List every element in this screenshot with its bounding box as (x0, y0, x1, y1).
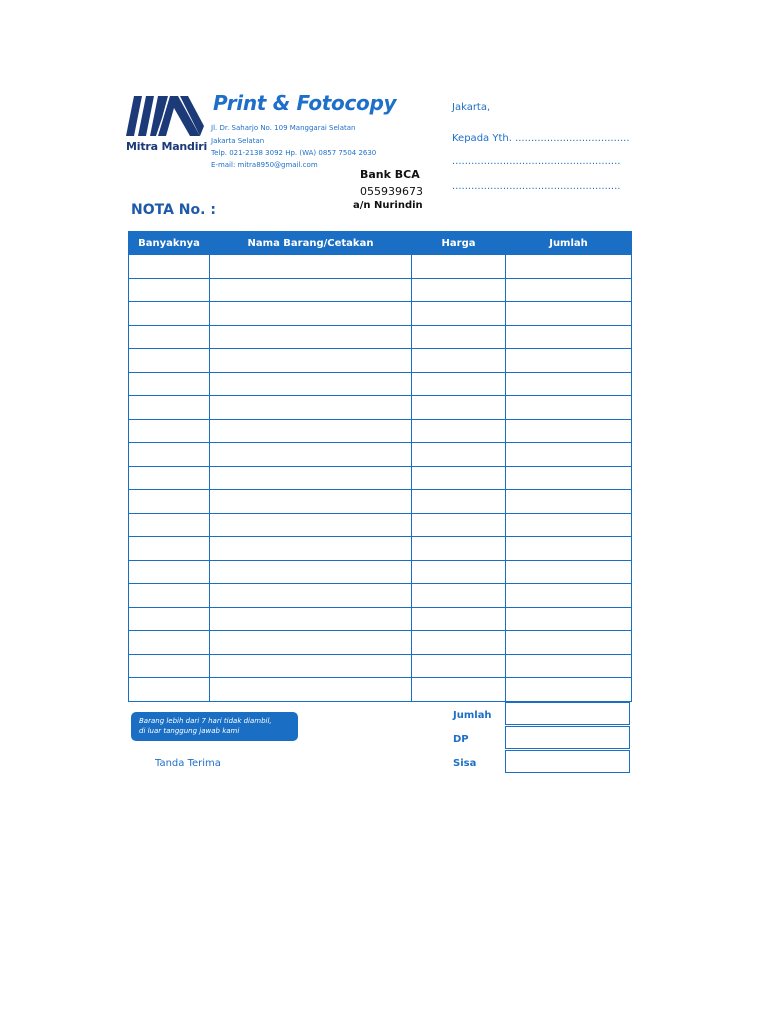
cell-banyaknya[interactable] (129, 349, 210, 373)
cell-banyaknya[interactable] (129, 678, 210, 702)
cell-jumlah[interactable] (506, 278, 632, 302)
cell-banyaknya[interactable] (129, 607, 210, 631)
cell-nama-barang[interactable] (210, 302, 412, 326)
cell-jumlah[interactable] (506, 678, 632, 702)
phone-text: Telp. 021-2138 3092 Hp. (WA) 0857 7504 2630 (211, 149, 377, 157)
address-line-2: Jakarta Selatan (211, 137, 265, 145)
cell-harga[interactable] (412, 255, 506, 279)
cell-nama-barang[interactable] (210, 654, 412, 678)
cell-jumlah[interactable] (506, 466, 632, 490)
bank-holder: a/n Nurindin (353, 200, 423, 211)
cell-jumlah[interactable] (506, 584, 632, 608)
table-row (129, 372, 632, 396)
cell-nama-barang[interactable] (210, 607, 412, 631)
table-row (129, 255, 632, 279)
recipient-line-3: ..................................................... (452, 181, 621, 192)
cell-harga[interactable] (412, 278, 506, 302)
bank-name: Bank BCA (360, 168, 420, 181)
cell-jumlah[interactable] (506, 490, 632, 514)
cell-nama-barang[interactable] (210, 396, 412, 420)
recipient-line-1: Kepada Yth. .................................... (452, 133, 630, 144)
address-line-1: Jl. Dr. Saharjo No. 109 Manggarai Selatan (211, 124, 356, 132)
recipient-line-2: ..................................................... (452, 156, 621, 167)
summary-dp-field[interactable] (505, 726, 630, 749)
cell-harga[interactable] (412, 537, 506, 561)
cell-banyaknya[interactable] (129, 372, 210, 396)
cell-banyaknya[interactable] (129, 631, 210, 655)
cell-banyaknya[interactable] (129, 466, 210, 490)
page-title: Print & Fotocopy (213, 91, 397, 115)
nota-number-label: NOTA No. : (131, 202, 216, 218)
table-row (129, 419, 632, 443)
brand-name: Mitra Mandiri (126, 140, 208, 153)
cell-nama-barang[interactable] (210, 678, 412, 702)
summary-sisa-field[interactable] (505, 750, 630, 773)
cell-banyaknya[interactable] (129, 560, 210, 584)
cell-nama-barang[interactable] (210, 513, 412, 537)
table-row (129, 466, 632, 490)
cell-jumlah[interactable] (506, 631, 632, 655)
table-row (129, 443, 632, 467)
table-row (129, 490, 632, 514)
table-body (129, 255, 632, 702)
cell-harga[interactable] (412, 466, 506, 490)
cell-banyaknya[interactable] (129, 490, 210, 514)
table-row (129, 560, 632, 584)
table-row (129, 607, 632, 631)
table-row (129, 678, 632, 702)
cell-jumlah[interactable] (506, 513, 632, 537)
cell-harga[interactable] (412, 302, 506, 326)
table-row (129, 584, 632, 608)
header-harga: Harga (412, 232, 506, 255)
cell-banyaknya[interactable] (129, 513, 210, 537)
summary-jumlah-field[interactable] (505, 702, 630, 725)
cell-banyaknya[interactable] (129, 325, 210, 349)
cell-jumlah[interactable] (506, 607, 632, 631)
cell-jumlah[interactable] (506, 560, 632, 584)
cell-jumlah[interactable] (506, 654, 632, 678)
cell-banyaknya[interactable] (129, 255, 210, 279)
header-banyaknya: Banyaknya (129, 232, 210, 255)
notice-line-1: Barang lebih dari 7 hari tidak diambil, (139, 717, 272, 725)
cell-nama-barang[interactable] (210, 419, 412, 443)
cell-jumlah[interactable] (506, 255, 632, 279)
signature-label: Tanda Terima (155, 758, 221, 769)
cell-nama-barang[interactable] (210, 278, 412, 302)
cell-nama-barang[interactable] (210, 349, 412, 373)
notice-box (131, 712, 298, 741)
email-text: E-mail: mitra8950@gmail.com (211, 161, 318, 169)
cell-harga[interactable] (412, 560, 506, 584)
cell-harga[interactable] (412, 513, 506, 537)
cell-nama-barang[interactable] (210, 325, 412, 349)
table-row (129, 349, 632, 373)
cell-jumlah[interactable] (506, 349, 632, 373)
table-row (129, 396, 632, 420)
summary-jumlah-label: Jumlah (453, 710, 492, 721)
cell-nama-barang[interactable] (210, 584, 412, 608)
bank-account: 055939673 (360, 185, 423, 198)
cell-harga[interactable] (412, 678, 506, 702)
cell-harga[interactable] (412, 419, 506, 443)
cell-harga[interactable] (412, 325, 506, 349)
notice-line-2: di luar tanggung jawab kami (139, 727, 240, 735)
cell-banyaknya[interactable] (129, 396, 210, 420)
table-row (129, 302, 632, 326)
cell-harga[interactable] (412, 490, 506, 514)
cell-banyaknya[interactable] (129, 654, 210, 678)
mitra-mandiri-logo-icon (126, 96, 204, 142)
table-row (129, 654, 632, 678)
cell-nama-barang[interactable] (210, 372, 412, 396)
table-row (129, 537, 632, 561)
cell-harga[interactable] (412, 349, 506, 373)
cell-nama-barang[interactable] (210, 490, 412, 514)
table-row (129, 513, 632, 537)
cell-banyaknya[interactable] (129, 584, 210, 608)
cell-banyaknya[interactable] (129, 537, 210, 561)
cell-jumlah[interactable] (506, 302, 632, 326)
summary-dp-label: DP (453, 734, 469, 745)
cell-jumlah[interactable] (506, 396, 632, 420)
cell-harga[interactable] (412, 654, 506, 678)
cell-nama-barang[interactable] (210, 631, 412, 655)
cell-banyaknya[interactable] (129, 278, 210, 302)
cell-harga[interactable] (412, 443, 506, 467)
table-row (129, 278, 632, 302)
header-jumlah: Jumlah (506, 232, 632, 255)
summary-sisa-label: Sisa (453, 758, 477, 769)
cell-harga[interactable] (412, 631, 506, 655)
header-nama-barang: Nama Barang/Cetakan (210, 232, 412, 255)
table-header-row (129, 232, 632, 255)
cell-jumlah[interactable] (506, 443, 632, 467)
cell-nama-barang[interactable] (210, 255, 412, 279)
cell-nama-barang[interactable] (210, 443, 412, 467)
cell-jumlah[interactable] (506, 325, 632, 349)
items-table (128, 231, 632, 702)
cell-banyaknya[interactable] (129, 419, 210, 443)
cell-jumlah[interactable] (506, 419, 632, 443)
table-row (129, 631, 632, 655)
cell-harga[interactable] (412, 607, 506, 631)
cell-nama-barang[interactable] (210, 466, 412, 490)
cell-harga[interactable] (412, 396, 506, 420)
cell-banyaknya[interactable] (129, 302, 210, 326)
cell-nama-barang[interactable] (210, 537, 412, 561)
city-label: Jakarta, (452, 102, 491, 113)
cell-jumlah[interactable] (506, 372, 632, 396)
cell-banyaknya[interactable] (129, 443, 210, 467)
cell-jumlah[interactable] (506, 537, 632, 561)
cell-harga[interactable] (412, 372, 506, 396)
cell-nama-barang[interactable] (210, 560, 412, 584)
cell-harga[interactable] (412, 584, 506, 608)
table-row (129, 325, 632, 349)
